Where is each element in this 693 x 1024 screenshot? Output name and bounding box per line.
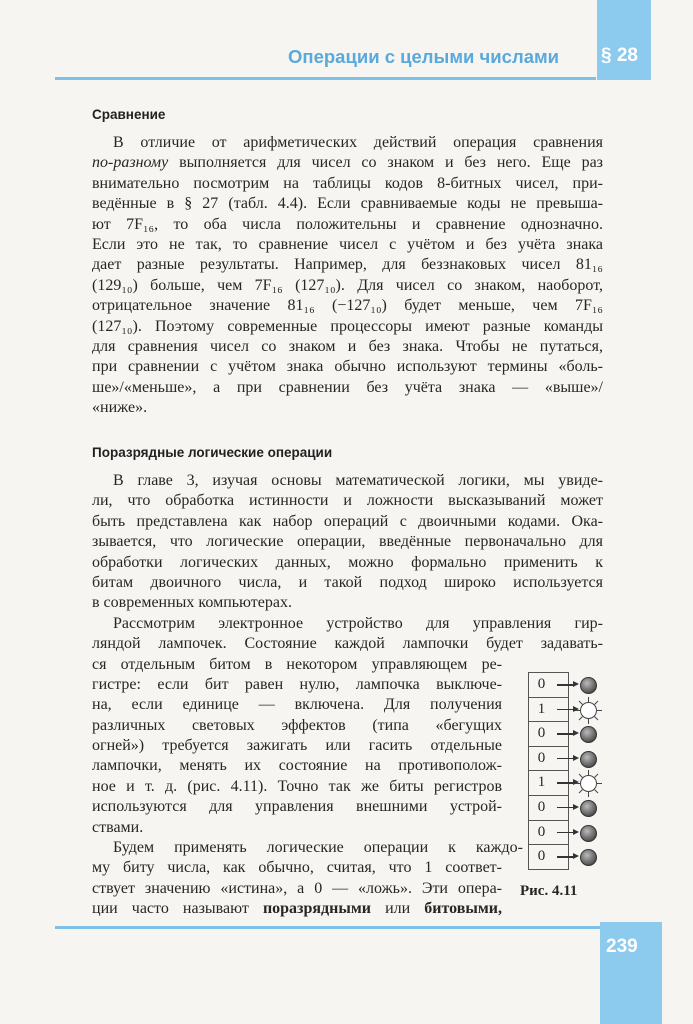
text-line [92,879,502,899]
text-line [92,818,502,838]
register-bit-cell [528,722,569,747]
text-line [92,398,603,418]
section-number: § 28 [601,45,638,66]
text-run: или [370,900,425,918]
text-line [92,553,603,573]
text-line [92,357,603,377]
text-line [92,614,603,634]
text-line [92,838,523,858]
text-line [92,471,603,491]
text-run: быть представлена как набор операций с двоичными кодами. Ока- [92,512,603,530]
text-run: ствует значению «истина», а 0 — «ложь». Эти опера- [92,879,502,897]
bit-value: 0 [537,725,546,742]
text-run: (129₁₀) больше, чем 7F₁₆ (127₁₀). Для чисел со знаком, наоборот, [92,276,603,294]
text-run: на, если единице — включена. Для получения [92,696,502,714]
text-run: дает разные результаты. Например, для беззнаковых чисел 81₁₆ [92,256,603,274]
text-line [92,655,502,675]
text-run: битам двоичного числа, и такой подход широко используется [92,573,603,591]
text-line [92,512,603,532]
page-number-tab [600,922,662,1024]
lit-bulb-icon [580,702,597,719]
register-bit-cell [528,672,569,698]
text-run: для сравнения чисел со знаком и без знака. Чтобы не путаться, [92,337,603,355]
text-line [92,378,603,398]
arrow-icon [557,758,575,760]
text-line [92,899,502,919]
text-line [92,777,502,797]
header-rule [55,77,596,80]
section-number-tab [597,0,651,80]
bit-value: 0 [537,823,546,840]
text-run: Рассмотрим электронное устройство для управления гир- [113,614,603,632]
bit-value: 0 [537,848,546,865]
text-run: огней») требуется зажигать или гасить отдельные [92,737,502,755]
running-header-title: Операции с целыми числами [288,46,560,67]
text-line [92,133,603,153]
text-run: В главе 3, изучая основы математической логики, мы увиде- [113,472,603,489]
unlit-bulb-icon [580,751,597,768]
text-line [92,573,603,593]
text-line [92,675,502,695]
text-run: при сравнении с учётом знака обычно используют термины «боль- [92,358,603,376]
figure-caption: Рис. 4.11 [520,883,578,899]
arrow-icon [557,856,575,858]
heading-comparison: Сравнение [92,107,166,122]
arrow-icon [557,832,575,834]
register-bit-cell [528,771,569,796]
figure-register-bulbs [528,672,569,870]
text-line [92,797,502,817]
arrow-icon [557,709,575,711]
text-run: ли, что обработка истинности и ложности высказываний может [92,492,603,510]
text-run: гистре: если бит равен нулю, лампочка выключе- [92,675,502,693]
text-line [92,255,603,275]
light-ray [597,710,602,711]
heading-bitwise-operations: Поразрядные логические операции [92,445,333,460]
comparison-paragraph [92,133,603,418]
footer-rule [55,926,600,929]
text-line [92,235,603,255]
text-line [92,532,603,552]
register-bit-cell [528,796,569,821]
text-run: ют 7F₁₆, то оба числа положительны и сравнение однозначно. [92,215,603,233]
text-line [92,337,603,357]
register-bit-cell [528,845,569,870]
text-line [92,215,603,235]
text-run: поразрядными [262,900,371,918]
text-line [92,174,603,194]
unlit-bulb-icon [580,677,597,694]
text-line [92,858,502,878]
text-run: ции часто называют [92,900,263,918]
text-line [92,756,502,776]
page-number: 239 [606,936,638,957]
text-run: му биту числа, как обычно, считая, что 1 соответ- [92,859,502,877]
text-line [92,491,603,511]
text-line [92,194,603,214]
text-line [92,695,502,715]
register-bit-cell [528,698,569,723]
lit-bulb-icon [580,775,597,792]
text-run: Будем применять логические операции к каждо- [113,839,523,857]
arrow-icon [557,684,575,686]
register-bit-cell [528,821,569,846]
text-run: Если это не так, то сравнение чисел с учётом и без учёта знака [92,235,603,253]
text-line [92,317,603,337]
text-run: ствами. [92,818,144,836]
light-ray [588,792,589,797]
text-line [92,276,603,296]
text-run: «ниже». [92,399,148,417]
light-ray [597,783,602,784]
text-line [92,153,603,173]
text-run: по-разному [92,154,169,172]
text-line [92,296,603,316]
bit-value: 0 [537,749,546,766]
text-run: лампочки, менять их состояние на противополож- [92,757,502,775]
arrow-icon [557,733,575,735]
arrow-icon [557,782,575,784]
text-run: в современных компьютерах. [92,594,292,612]
text-run: зывается, что логические операции, введённые первоначально для [92,533,603,551]
text-line [92,716,502,736]
light-ray [588,770,589,775]
text-line [92,736,502,756]
text-run: ся отдельным битом в некотором управляющем ре- [92,655,502,673]
text-run: ше»/«меньше», а при сравнении без учёта знака — «выше»/ [92,378,603,396]
bit-value: 0 [537,798,546,815]
text-run: внимательно посмотрим на таблицы кодов 8-битных чисел, при- [92,174,603,192]
bit-value: 1 [537,700,546,717]
light-ray [588,697,589,702]
light-ray [588,719,589,724]
text-run: В отличие от арифметических действий операция сравнения [113,134,603,151]
unlit-bulb-icon [580,800,597,817]
bit-value: 1 [537,774,546,791]
unlit-bulb-icon [580,825,597,842]
bit-value: 0 [537,676,546,692]
light-ray [575,710,580,711]
text-run: (127₁₀). Поэтому современные процессоры имеют разные команды [92,317,603,335]
text-line [92,634,603,654]
text-run: битовыми, [424,900,502,918]
text-run: различных световых эффектов (типа «бегущих [92,716,502,734]
text-run: выполняется для чисел со знаком и без него. Еще раз [168,154,603,172]
text-run: ляндой лампочек. Состояние каждой лампочки будет задавать- [92,635,603,653]
text-run: ное и т. д. (рис. 4.11). Точно так же биты регистров [92,777,502,795]
register-bit-cell [528,747,569,772]
text-run: отрицательное значение 81₁₆ (−127₁₀) будет меньше, чем 7F₁₆ [92,297,603,315]
arrow-icon [557,807,575,809]
text-run: используются для управления внешними устрой- [92,798,502,816]
bitwise-paragraphs [92,471,603,920]
text-run: обработки логических данных, можно формально применить к [92,553,603,571]
text-run: ведённые в § 27 (табл. 4.4). Если сравниваемые коды не превыша- [92,195,603,213]
text-line [92,593,603,613]
